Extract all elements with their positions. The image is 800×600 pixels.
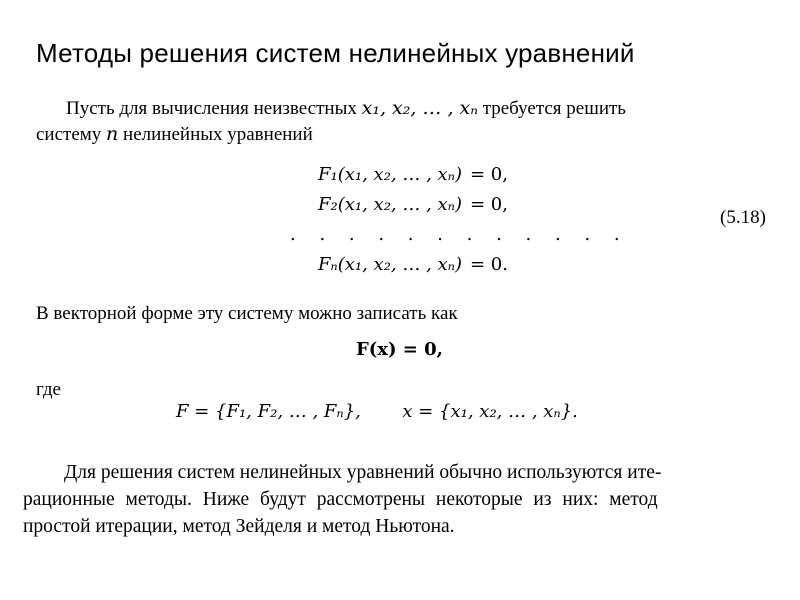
equation-row [286, 190, 629, 220]
definitions [176, 401, 578, 422]
paragraph-line-3: простой итерации, метод Зейделя и метод Ньютона. [23, 516, 455, 537]
equation-row [286, 250, 629, 280]
equation-rhs: = 0. [470, 254, 508, 275]
vector-form-text: В векторной форме эту систему можно записать как [36, 303, 458, 324]
unknowns-math: x₁, x₂, … , xₙ [361, 97, 478, 119]
intro-line2-prefix: систему [36, 124, 107, 145]
equation-row [286, 160, 629, 190]
equation-lhs: Fₙ(x₁, x₂, … , xₙ) [317, 254, 462, 275]
equation-rhs: = 0, [470, 194, 508, 215]
intro-line1-suffix: требуется решить [477, 98, 626, 119]
intro-line1-prefix: Пусть для вычисления неизвестных [66, 98, 362, 119]
vector-equation-math: F(x) = 0, [356, 339, 443, 360]
slide-title: Методы решения систем нелинейных уравнений [36, 38, 635, 68]
where-label: где [36, 379, 61, 400]
equation-rhs: = 0, [470, 164, 508, 185]
paragraph-line-1: Для решения систем нелинейных уравнений обычно используются ите- [64, 462, 662, 483]
def-x: x = {x₁, x₂, … , xₙ}. [402, 401, 578, 422]
vector-equation [356, 339, 443, 360]
equation-system [286, 160, 629, 280]
intro-line-2 [36, 122, 313, 147]
n-math: n [106, 123, 119, 145]
paragraph-line-2: рационные методы. Ниже будут рассмотрены некоторые из них: метод [23, 489, 658, 510]
equation-number: (5.18) [720, 207, 766, 228]
intro-line2-suffix: нелинейных уравнений [118, 124, 313, 145]
equation-dots: . . . . . . . . . . . . [290, 224, 629, 245]
def-F: F = {F₁, F₂, … , Fₙ}, [176, 401, 361, 422]
equation-lhs: F₁(x₁, x₂, … , xₙ) [318, 164, 462, 185]
intro-line-1 [66, 96, 626, 121]
equation-lhs: F₂(x₁, x₂, … , xₙ) [318, 194, 462, 215]
